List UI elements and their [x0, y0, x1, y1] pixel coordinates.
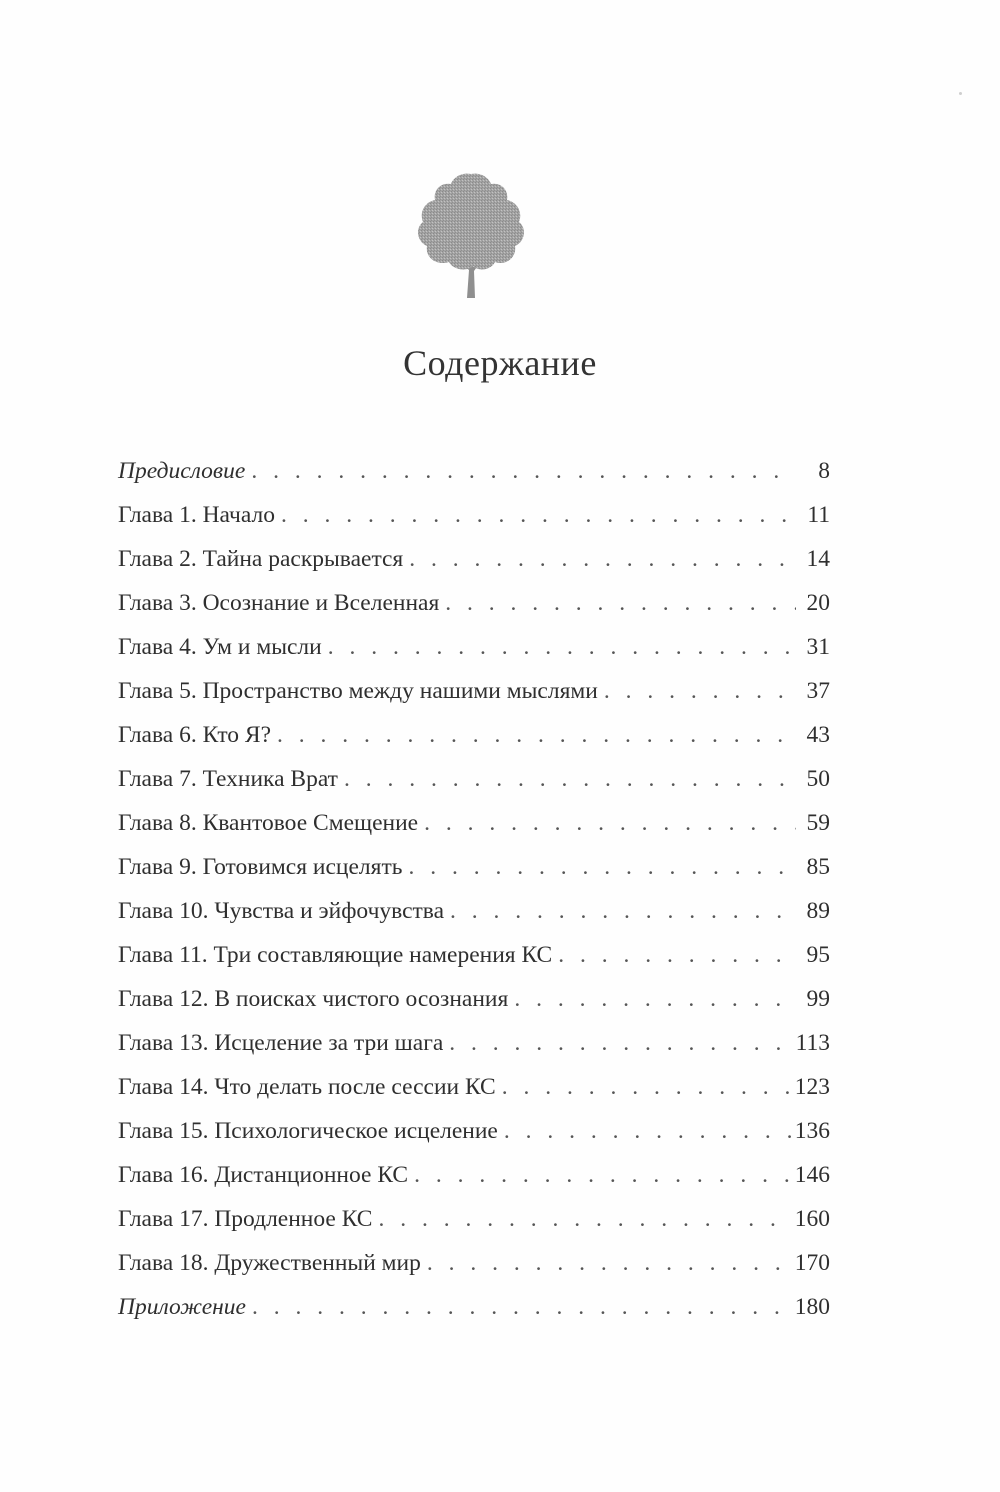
toc-entry-label: Глава 5. Пространство между нашими мыслями: [118, 678, 598, 704]
toc-leader-dots: [604, 678, 796, 705]
toc-leader-dots: [277, 722, 796, 749]
toc-entry-label: Глава 11. Три составляющие намерения КС: [118, 942, 553, 968]
toc-entry: [118, 1206, 830, 1250]
toc-leader-dots: [450, 898, 796, 925]
toc-entry-label: Глава 3. Осознание и Вселенная: [118, 590, 440, 616]
table-of-contents: [118, 458, 830, 1338]
toc-entry-label: Глава 8. Квантовое Смещение: [118, 810, 419, 836]
toc-entry-label: Глава 1. Начало: [118, 502, 275, 528]
toc-entry-label: Глава 15. Психологическое исцеление: [118, 1118, 498, 1144]
toc-entry: [118, 766, 830, 810]
toc-entry-page: 14: [806, 546, 830, 572]
toc-leader-dots: [408, 854, 796, 881]
toc-leader-dots: [409, 546, 796, 573]
toc-entry-page: 95: [806, 942, 830, 968]
toc-entry-label: Глава 9. Готовимся исцелять: [118, 854, 403, 880]
page-speck: [959, 92, 962, 95]
toc-entry-page: 89: [806, 898, 830, 924]
toc-entry-label: Глава 7. Техника Врат: [118, 766, 338, 792]
toc-leader-dots: [252, 1294, 791, 1321]
toc-entry: [118, 1294, 830, 1338]
toc-entry-page: 146: [794, 1162, 830, 1188]
toc-entry-page: 59: [806, 810, 830, 836]
toc-leader-dots: [328, 634, 796, 661]
toc-leader-dots: [558, 942, 796, 969]
toc-entry: [118, 942, 830, 986]
toc-entry-page: 8: [818, 458, 830, 484]
toc-leader-dots: [281, 502, 796, 529]
toc-entry-page: 50: [806, 766, 830, 792]
toc-entry-page: 180: [794, 1294, 830, 1320]
toc-entry: [118, 1250, 830, 1294]
toc-entry: [118, 854, 830, 898]
toc-leader-dots: [344, 766, 796, 793]
toc-leader-dots: [424, 810, 796, 837]
toc-entry: [118, 1118, 830, 1162]
toc-leader-dots: [445, 590, 796, 617]
toc-leader-dots: [378, 1206, 790, 1233]
toc-entry-label: Предисловие: [118, 458, 246, 484]
toc-entry-page: 99: [806, 986, 830, 1012]
toc-entry-page: 37: [806, 678, 830, 704]
toc-entry-page: 43: [806, 722, 830, 748]
toc-entry: [118, 458, 830, 502]
toc-entry-label: Глава 6. Кто Я?: [118, 722, 272, 748]
toc-entry-label: Глава 4. Ум и мысли: [118, 634, 322, 660]
toc-entry-label: Глава 2. Тайна раскрывается: [118, 546, 404, 572]
toc-entry-page: 20: [806, 590, 830, 616]
toc-leader-dots: [427, 1250, 791, 1277]
toc-entry-label: Глава 14. Что делать после сессии КС: [118, 1074, 496, 1100]
toc-leader-dots: [504, 1118, 791, 1145]
toc-entry-page: 11: [807, 502, 830, 528]
toc-entry-label: Глава 10. Чувства и эйфочувства: [118, 898, 445, 924]
toc-entry-page: 123: [794, 1074, 830, 1100]
toc-leader-dots: [414, 1162, 791, 1189]
toc-entry-label: Глава 16. Дистанционное КС: [118, 1162, 409, 1188]
toc-entry-page: 170: [794, 1250, 830, 1276]
toc-entry-page: 160: [794, 1206, 830, 1232]
toc-entry-page: 113: [795, 1030, 830, 1056]
toc-leader-dots: [514, 986, 796, 1013]
toc-entry-label: Глава 17. Продленное КС: [118, 1206, 373, 1232]
toc-entry-label: Приложение: [118, 1294, 246, 1320]
toc-entry-page: 31: [806, 634, 830, 660]
toc-entry: [118, 722, 830, 766]
toc-entry: [118, 810, 830, 854]
toc-entry: [118, 590, 830, 634]
toc-entry: [118, 634, 830, 678]
page-title: Содержание: [403, 343, 597, 383]
toc-entry-page: 136: [794, 1118, 830, 1144]
toc-entry: [118, 898, 830, 942]
toc-entry-label: Глава 12. В поисках чистого осознания: [118, 986, 509, 1012]
toc-entry: [118, 1074, 830, 1118]
toc-entry-label: Глава 13. Исцеление за три шага: [118, 1030, 444, 1056]
toc-entry: [118, 1030, 830, 1074]
toc-leader-dots: [449, 1030, 791, 1057]
toc-entry: [118, 678, 830, 722]
toc-leader-dots: [502, 1074, 791, 1101]
toc-entry: [118, 986, 830, 1030]
toc-entry-label: Глава 18. Дружественный мир: [118, 1250, 421, 1276]
tree-icon: [415, 170, 527, 300]
toc-entry: [118, 1162, 830, 1206]
toc-entry: [118, 502, 830, 546]
toc-entry: [118, 546, 830, 590]
toc-leader-dots: [251, 458, 796, 485]
toc-entry-page: 85: [806, 854, 830, 880]
